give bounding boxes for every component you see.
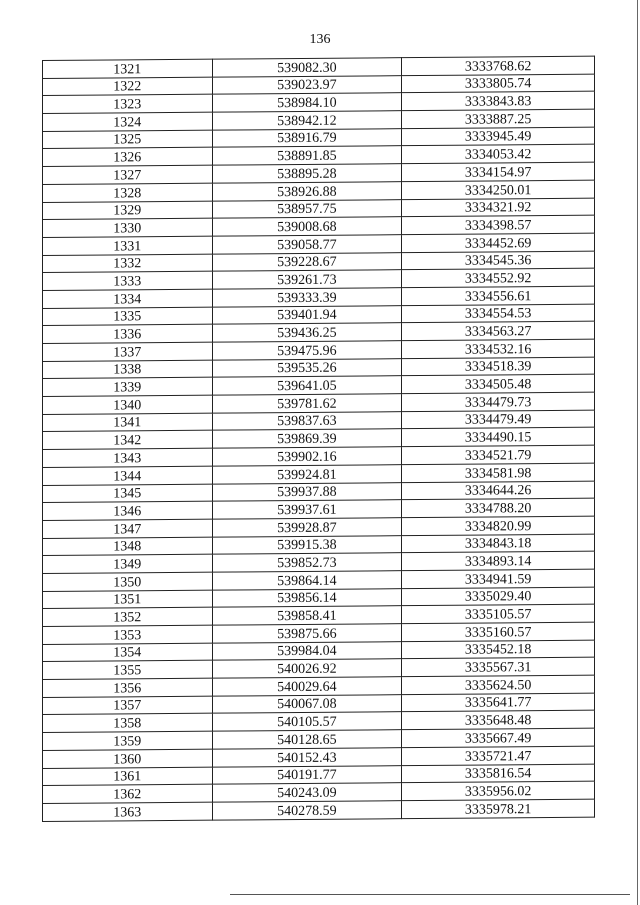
point-number-cell: 1339 <box>43 378 213 397</box>
x-coordinate-cell: 538942.12 <box>212 111 402 130</box>
point-number-cell: 1338 <box>43 360 213 379</box>
y-coordinate-cell: 3334490.15 <box>402 428 595 447</box>
point-number-cell: 1348 <box>43 537 213 556</box>
point-number-cell: 1340 <box>43 395 213 414</box>
point-number-cell: 1357 <box>43 696 213 715</box>
y-coordinate-cell: 3334581.98 <box>402 463 595 482</box>
x-coordinate-cell: 539535.26 <box>212 358 402 377</box>
x-coordinate-cell: 539858.41 <box>212 606 402 625</box>
table-body <box>43 56 595 821</box>
y-coordinate-cell: 3335160.57 <box>402 622 595 641</box>
x-coordinate-cell: 538891.85 <box>212 146 402 165</box>
x-coordinate-cell: 540026.92 <box>212 659 402 678</box>
x-coordinate-cell: 538926.88 <box>212 181 402 200</box>
x-coordinate-cell: 540191.77 <box>212 765 402 784</box>
y-coordinate-cell: 3333945.49 <box>402 127 595 146</box>
y-coordinate-cell: 3334644.26 <box>402 481 595 500</box>
point-number-cell: 1352 <box>43 607 213 626</box>
point-number-cell: 1359 <box>43 731 213 750</box>
y-coordinate-cell: 3335624.50 <box>402 675 595 694</box>
y-coordinate-cell: 3334893.14 <box>402 551 595 570</box>
point-number-cell: 1328 <box>43 183 213 202</box>
x-coordinate-cell: 539008.68 <box>212 217 402 236</box>
y-coordinate-cell: 3335105.57 <box>402 604 595 623</box>
point-number-cell: 1345 <box>43 484 213 503</box>
y-coordinate-cell: 3333805.74 <box>402 74 595 93</box>
point-number-cell: 1322 <box>43 77 213 96</box>
point-number-cell: 1351 <box>43 590 213 609</box>
x-coordinate-cell: 540067.08 <box>212 694 402 713</box>
x-coordinate-cell: 539869.39 <box>212 429 402 448</box>
y-coordinate-cell: 3334479.73 <box>402 392 595 411</box>
x-coordinate-cell: 539924.81 <box>212 464 402 483</box>
y-coordinate-cell: 3333768.62 <box>402 56 595 75</box>
point-number-cell: 1330 <box>43 218 213 237</box>
point-number-cell: 1325 <box>43 130 213 149</box>
x-coordinate-cell: 538984.10 <box>212 93 402 112</box>
x-coordinate-cell: 539261.73 <box>212 270 402 289</box>
y-coordinate-cell: 3335721.47 <box>402 746 595 765</box>
x-coordinate-cell: 539781.62 <box>212 394 402 413</box>
y-coordinate-cell: 3334518.39 <box>402 357 595 376</box>
y-coordinate-cell: 3334053.42 <box>402 145 595 164</box>
x-coordinate-cell: 539928.87 <box>212 518 402 537</box>
coordinates-table <box>42 56 595 822</box>
x-coordinate-cell: 540029.64 <box>212 677 402 696</box>
point-number-cell: 1354 <box>43 643 213 662</box>
x-coordinate-cell: 539228.67 <box>212 252 402 271</box>
y-coordinate-cell: 3335567.31 <box>402 658 595 677</box>
point-number-cell: 1335 <box>43 307 213 326</box>
point-number-cell: 1347 <box>43 519 213 538</box>
x-coordinate-cell: 539984.04 <box>212 641 402 660</box>
point-number-cell: 1327 <box>43 165 213 184</box>
point-number-cell: 1344 <box>43 466 213 485</box>
point-number-cell: 1331 <box>43 236 213 255</box>
x-coordinate-cell: 540105.57 <box>212 712 402 731</box>
y-coordinate-cell: 3334321.92 <box>402 198 595 217</box>
point-number-cell: 1349 <box>43 554 213 573</box>
x-coordinate-cell: 540243.09 <box>212 783 402 802</box>
y-coordinate-cell: 3334521.79 <box>402 445 595 464</box>
point-number-cell: 1346 <box>43 501 213 520</box>
y-coordinate-cell: 3333843.83 <box>402 92 595 111</box>
point-number-cell: 1360 <box>43 749 213 768</box>
x-coordinate-cell: 539852.73 <box>212 553 402 572</box>
point-number-cell: 1329 <box>43 201 213 220</box>
y-coordinate-cell: 3334545.36 <box>402 251 595 270</box>
point-number-cell: 1336 <box>43 324 213 343</box>
x-coordinate-cell: 538957.75 <box>212 199 402 218</box>
point-number-cell: 1321 <box>43 59 213 78</box>
point-number-cell: 1337 <box>43 342 213 361</box>
y-coordinate-cell: 3335978.21 <box>402 799 595 818</box>
point-number-cell: 1356 <box>43 678 213 697</box>
y-coordinate-cell: 3335956.02 <box>402 781 595 800</box>
y-coordinate-cell: 3335029.40 <box>402 587 595 606</box>
x-coordinate-cell: 538916.79 <box>212 128 402 147</box>
page-number: 136 <box>309 32 331 47</box>
x-coordinate-cell: 539875.66 <box>212 624 402 643</box>
point-number-cell: 1353 <box>43 625 213 644</box>
x-coordinate-cell: 539058.77 <box>212 235 402 254</box>
point-number-cell: 1355 <box>43 661 213 680</box>
y-coordinate-cell: 3334843.18 <box>402 534 595 553</box>
y-coordinate-cell: 3335648.48 <box>402 711 595 730</box>
point-number-cell: 1350 <box>43 572 213 591</box>
x-coordinate-cell: 539475.96 <box>212 341 402 360</box>
y-coordinate-cell: 3334250.01 <box>402 180 595 199</box>
x-coordinate-cell: 539641.05 <box>212 376 402 395</box>
x-coordinate-cell: 539864.14 <box>212 571 402 590</box>
x-coordinate-cell: 539937.88 <box>212 482 402 501</box>
point-number-cell: 1343 <box>43 448 213 467</box>
y-coordinate-cell: 3334532.16 <box>402 339 595 358</box>
bottom-rule <box>230 894 630 895</box>
y-coordinate-cell: 3333887.25 <box>402 109 595 128</box>
page-right-edge <box>637 0 638 905</box>
point-number-cell: 1358 <box>43 714 213 733</box>
point-number-cell: 1361 <box>43 767 213 786</box>
point-number-cell: 1324 <box>43 112 213 131</box>
x-coordinate-cell: 539856.14 <box>212 588 402 607</box>
x-coordinate-cell: 539082.30 <box>212 58 402 77</box>
y-coordinate-cell: 3334398.57 <box>402 215 595 234</box>
point-number-cell: 1334 <box>43 289 213 308</box>
y-coordinate-cell: 3334788.20 <box>402 498 595 517</box>
y-coordinate-cell: 3334452.69 <box>402 233 595 252</box>
x-coordinate-cell: 539837.63 <box>212 411 402 430</box>
x-coordinate-cell: 540152.43 <box>212 747 402 766</box>
point-number-cell: 1326 <box>43 148 213 167</box>
table-row <box>43 799 595 821</box>
y-coordinate-cell: 3334556.61 <box>402 286 595 305</box>
x-coordinate-cell: 539333.39 <box>212 288 402 307</box>
y-coordinate-cell: 3334154.97 <box>402 162 595 181</box>
y-coordinate-cell: 3334479.49 <box>402 410 595 429</box>
point-number-cell: 1342 <box>43 431 213 450</box>
x-coordinate-cell: 539915.38 <box>212 535 402 554</box>
x-coordinate-cell: 540128.65 <box>212 730 402 749</box>
y-coordinate-cell: 3334563.27 <box>402 321 595 340</box>
y-coordinate-cell: 3334941.59 <box>402 569 595 588</box>
point-number-cell: 1341 <box>43 413 213 432</box>
point-number-cell: 1323 <box>43 95 213 114</box>
x-coordinate-cell: 539902.16 <box>212 447 402 466</box>
x-coordinate-cell: 539937.61 <box>212 500 402 519</box>
x-coordinate-cell: 539401.94 <box>212 305 402 324</box>
point-number-cell: 1333 <box>43 271 213 290</box>
y-coordinate-cell: 3334820.99 <box>402 516 595 535</box>
y-coordinate-cell: 3334552.92 <box>402 268 595 287</box>
point-number-cell: 1332 <box>43 254 213 273</box>
y-coordinate-cell: 3335452.18 <box>402 640 595 659</box>
x-coordinate-cell: 539023.97 <box>212 75 402 94</box>
x-coordinate-cell: 539436.25 <box>212 323 402 342</box>
y-coordinate-cell: 3335667.49 <box>402 728 595 747</box>
y-coordinate-cell: 3334505.48 <box>402 375 595 394</box>
y-coordinate-cell: 3334554.53 <box>402 304 595 323</box>
y-coordinate-cell: 3335641.77 <box>402 693 595 712</box>
point-number-cell: 1362 <box>43 784 213 803</box>
x-coordinate-cell: 540278.59 <box>212 801 402 820</box>
y-coordinate-cell: 3335816.54 <box>402 764 595 783</box>
x-coordinate-cell: 538895.28 <box>212 164 402 183</box>
point-number-cell: 1363 <box>43 802 213 821</box>
